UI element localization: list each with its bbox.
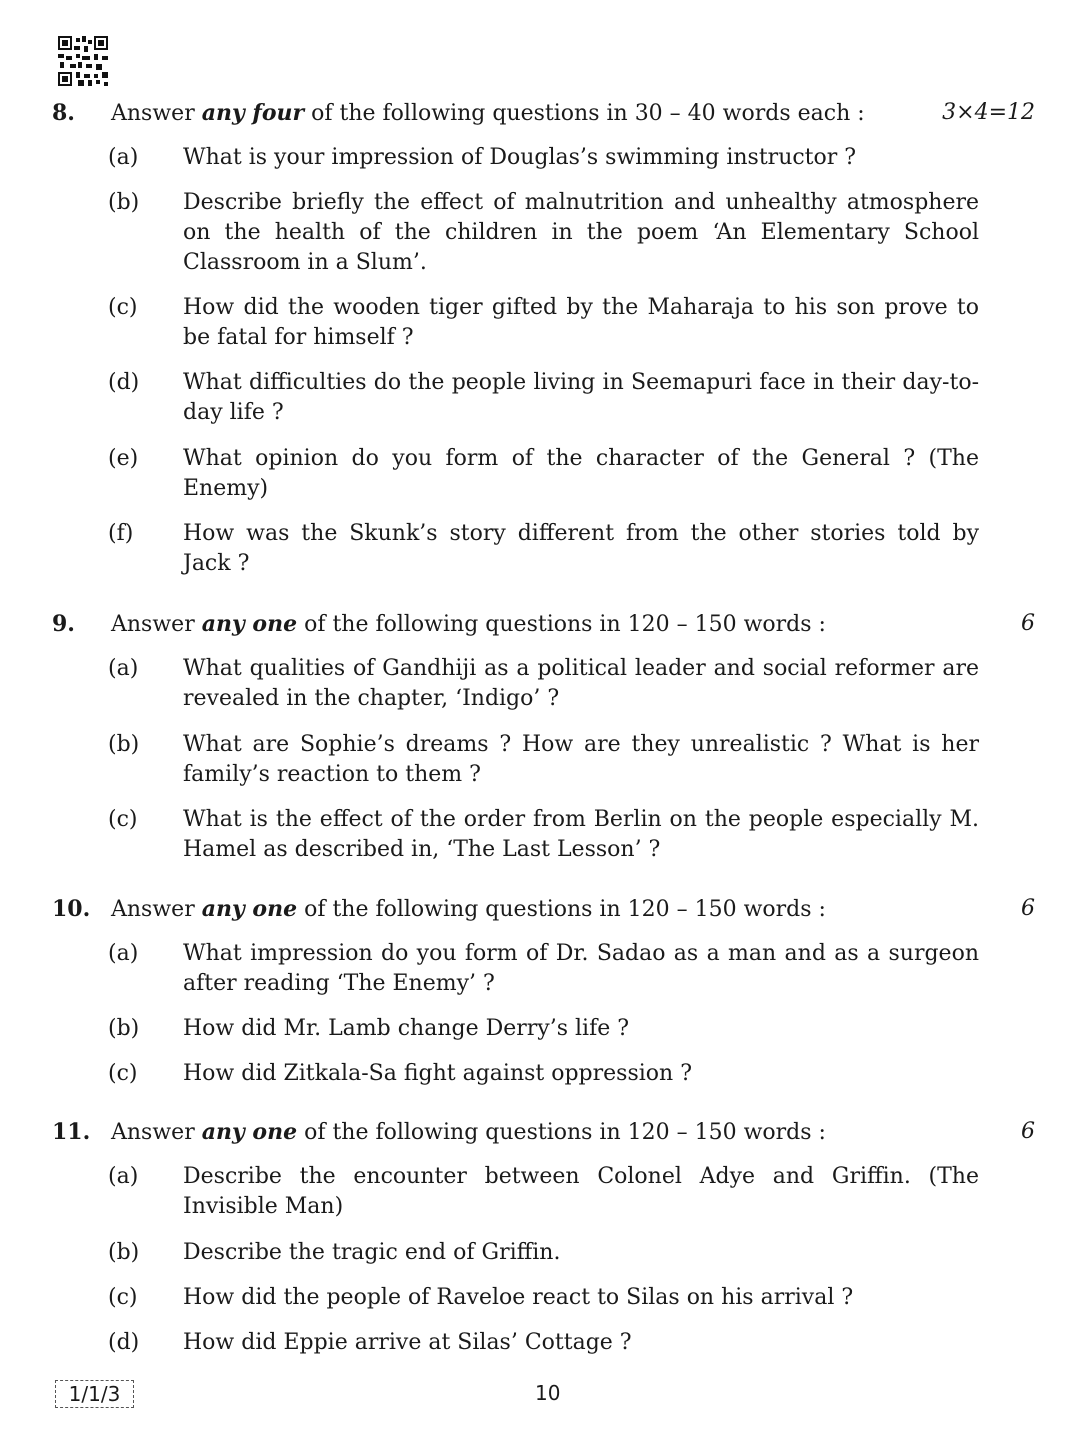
sub-question-text: How did Eppie arrive at Silas’ Cottage ? xyxy=(183,1330,632,1355)
sub-question-label: (a) xyxy=(108,1164,139,1189)
question-instruction: Answer any one of the following questions in 120 – 150 words : xyxy=(111,1119,826,1145)
question-instruction: Answer any four of the following questions in 30 – 40 words each : xyxy=(111,100,865,126)
sub-question-label: (d) xyxy=(108,370,140,395)
sub-question-label: (a) xyxy=(108,145,139,170)
sub-question-label: (b) xyxy=(108,1240,140,1265)
question-marks: 6 xyxy=(1021,1119,1035,1144)
sub-question-label: (e) xyxy=(108,446,139,471)
sub-question-text: What impression do you form of Dr. Sadao as a man and as a surgeon after reading ‘The Enemy’ ? xyxy=(183,941,979,996)
sub-question-label: (c) xyxy=(108,807,138,832)
question-number: 11. xyxy=(52,1119,91,1145)
question-number: 10. xyxy=(52,896,91,922)
sub-question-label: (f) xyxy=(108,521,134,546)
question-instruction: Answer any one of the following questions in 120 – 150 words : xyxy=(111,896,826,922)
sub-question-text: What opinion do you form of the character of the General ? (The Enemy) xyxy=(183,446,979,501)
sub-question-label: (c) xyxy=(108,295,138,320)
question-header xyxy=(0,894,1091,924)
question-marks: 3×4=12 xyxy=(942,100,1035,125)
sub-question-text: Describe briefly the effect of malnutrition and unhealthy atmosphere on the health of the children in the poem ‘An Elementary School Classroom in a Slum’. xyxy=(183,190,979,275)
question-header xyxy=(0,98,1091,128)
sub-question-text: What difficulties do the people living in Seemapuri face in their day-to-day life ? xyxy=(183,370,979,425)
question-marks: 6 xyxy=(1021,611,1035,636)
question-header xyxy=(0,1117,1091,1147)
sub-question-text: Describe the encounter between Colonel Adye and Griffin. (The Invisible Man) xyxy=(183,1164,979,1219)
question-number: 8. xyxy=(52,100,75,126)
sub-question-text: What are Sophie’s dreams ? How are they unrealistic ? What is her family’s reaction to them ? xyxy=(183,732,979,787)
sub-question-text: How did the wooden tiger gifted by the Maharaja to his son prove to be fatal for himself ? xyxy=(183,295,979,350)
qr-code-icon xyxy=(58,36,108,86)
sub-question-label: (a) xyxy=(108,941,139,966)
question-number: 9. xyxy=(52,611,75,637)
sub-question-label: (c) xyxy=(108,1061,138,1086)
question-marks: 6 xyxy=(1021,896,1035,921)
page-number: 10 xyxy=(535,1381,561,1405)
sub-question-label: (b) xyxy=(108,1016,140,1041)
sub-question-label: (b) xyxy=(108,190,140,215)
sub-question-text: What is your impression of Douglas’s swimming instructor ? xyxy=(183,145,857,170)
paper-code: 1/1/3 xyxy=(55,1380,134,1408)
sub-question-text: Describe the tragic end of Griffin. xyxy=(183,1240,561,1265)
sub-question-text: How did Mr. Lamb change Derry’s life ? xyxy=(183,1016,630,1041)
sub-question-label: (a) xyxy=(108,656,139,681)
sub-question-text: What qualities of Gandhiji as a political leader and social reformer are revealed in the chapter, ‘Indigo’ ? xyxy=(183,656,979,711)
sub-question-label: (d) xyxy=(108,1330,140,1355)
sub-question-text: What is the effect of the order from Berlin on the people especially M. Hamel as described in, ‘The Last Lesson’ ? xyxy=(183,807,979,862)
sub-question-text: How did Zitkala-Sa fight against oppression ? xyxy=(183,1061,692,1086)
sub-question-label: (c) xyxy=(108,1285,138,1310)
question-header xyxy=(0,609,1091,639)
sub-question-text: How did the people of Raveloe react to Silas on his arrival ? xyxy=(183,1285,854,1310)
sub-question-text: How was the Skunk’s story different from the other stories told by Jack ? xyxy=(183,521,979,576)
sub-question-label: (b) xyxy=(108,732,140,757)
question-instruction: Answer any one of the following questions in 120 – 150 words : xyxy=(111,611,826,637)
